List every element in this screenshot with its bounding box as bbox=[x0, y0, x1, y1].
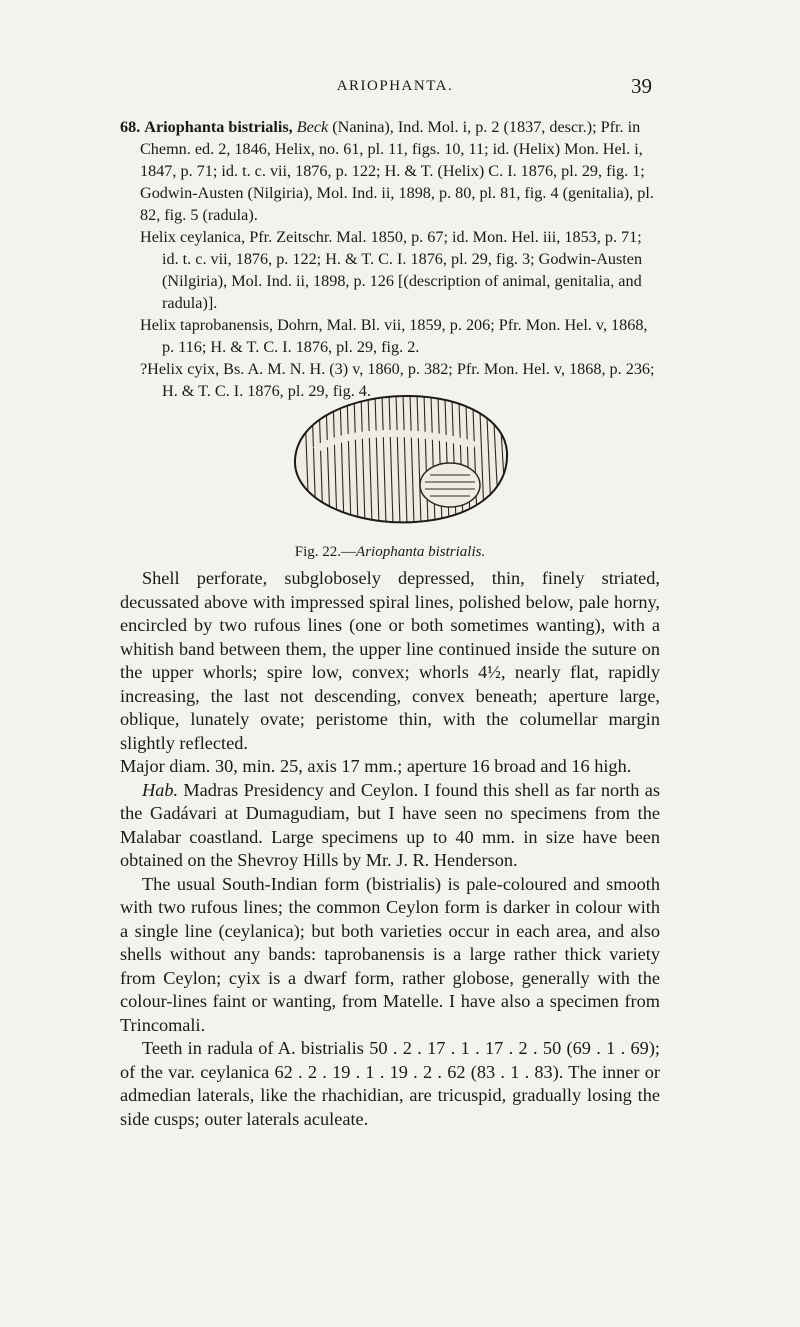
species-name: Ariophanta bistrialis, bbox=[144, 118, 293, 136]
reference-text: (Nanina), Ind. Mol. i, p. 2 (1837, descr.); Pfr. in Chemn. ed. 2, 1846, Helix, no. 61, pl. 11, figs. 10, 11; id. (Helix) Mon. Hel. i, 1847, p. 71; id. t. c. vii, 1876, p. 122; H. & T. (Helix) C. I. 1876, pl. 29, fig. 1; Godwin-Austen (Nilgiria), Mol. Ind. ii, 1898, p. 80, pl. 81, fig. 4 (genitalia), pl. 82, fig. 5 (radula). bbox=[140, 118, 654, 224]
page-number: 39 bbox=[631, 74, 652, 98]
shell-description: Shell perforate, subglobosely depressed, thin, finely striated, decussated above with impressed spiral lines, polished below, pale horny, encircled by two rufous lines (one or both sometimes wanting), with a whitish band between them, the upper line continued inside the suture on the upper whorls; spire low, convex; whorls 4½, nearly flat, rapidly increasing, the last not descending, convex beneath; aperture large, oblique, lunately ovate; peristome thin, with the columellar margin slightly reflected. bbox=[120, 568, 660, 753]
measurements: Major diam. 30, min. 25, axis 17 mm.; aperture 16 broad and 16 high. bbox=[120, 756, 632, 776]
forms-discussion: The usual South-Indian form (bistrialis) is pale-coloured and smooth with two rufous lines; the common Ceylon form is darker in colour with a single line (ceylanica); but both varieties occur in each area, and also shells without any bands: taprobanensis is a large rather thick variety from Ceylon; cyix is a dwarf form, rather globose, generally with the colour-lines faint or wanting, from Matelle. I have also a specimen from Trincomali. bbox=[120, 873, 660, 1035]
running-head: ARIOPHANTA. bbox=[336, 78, 454, 94]
habitat-text: Madras Presidency and Ceylon. I found this shell as far north as the Gadávari at Dumagudiam, but I have seen no specimens from the Malabar coastland. Large specimens up to 40 mm. in size have been obtained on the Shevroy Hills by Mr. J. R. Henderson. bbox=[120, 779, 660, 870]
figure-caption: Fig. 22.—Ariophanta bistrialis. bbox=[294, 544, 486, 560]
habitat-label: Hab. bbox=[142, 779, 179, 800]
shell-illustration bbox=[275, 390, 525, 530]
shell-drawing bbox=[275, 390, 525, 530]
entry-number: 68. bbox=[120, 118, 141, 136]
species-references bbox=[120, 116, 660, 402]
figure-label: Fig. 22. bbox=[294, 544, 342, 560]
synonym-cyix: ?Helix cyix, Bs. A. M. N. H. (3) v, 1860, p. 382; Pfr. Mon. Hel. v, 1868, p. 236; H. & T. C. I. 1876, pl. 29, fig. 4. bbox=[140, 360, 655, 400]
radula-description: Teeth in radula of A. bistrialis 50 . 2 . 17 . 1 . 17 . 2 . 50 (69 . 1 . 69); of the var. ceylanica 62 . 2 . 19 . 1 . 19 . 2 . 62 (83 . 1 . 83). The inner or admedian laterals, like the rhachidian, are tricuspid, gradually losing the side cusps; outer laterals aculeate. bbox=[120, 1038, 660, 1129]
species-author: Beck bbox=[296, 118, 329, 136]
synonym-taprobanensis: Helix taprobanensis, Dohrn, Mal. Bl. vii, 1859, p. 206; Pfr. Mon. Hel. v, 1868, p. 116; H. & T. C. I. 1876, pl. 29, fig. 2. bbox=[140, 316, 648, 356]
description-body bbox=[120, 567, 660, 1131]
habitat bbox=[120, 779, 660, 873]
synonym-ceylanica: Helix ceylanica, Pfr. Zeitschr. Mal. 1850, p. 67; id. Mon. Hel. iii, 1853, p. 71; id. t. c. vii, 1876, p. 122; H. & T. C. I. 1876, pl. 29, fig. 3; Godwin-Austen (Nilgiria), Mol. Ind. ii, 1898, p. 126 [(description of animal, genitalia, and radula)]. bbox=[140, 228, 643, 312]
figure-caption-text: Ariophanta bistrialis. bbox=[356, 544, 486, 560]
reference-main bbox=[120, 116, 660, 226]
